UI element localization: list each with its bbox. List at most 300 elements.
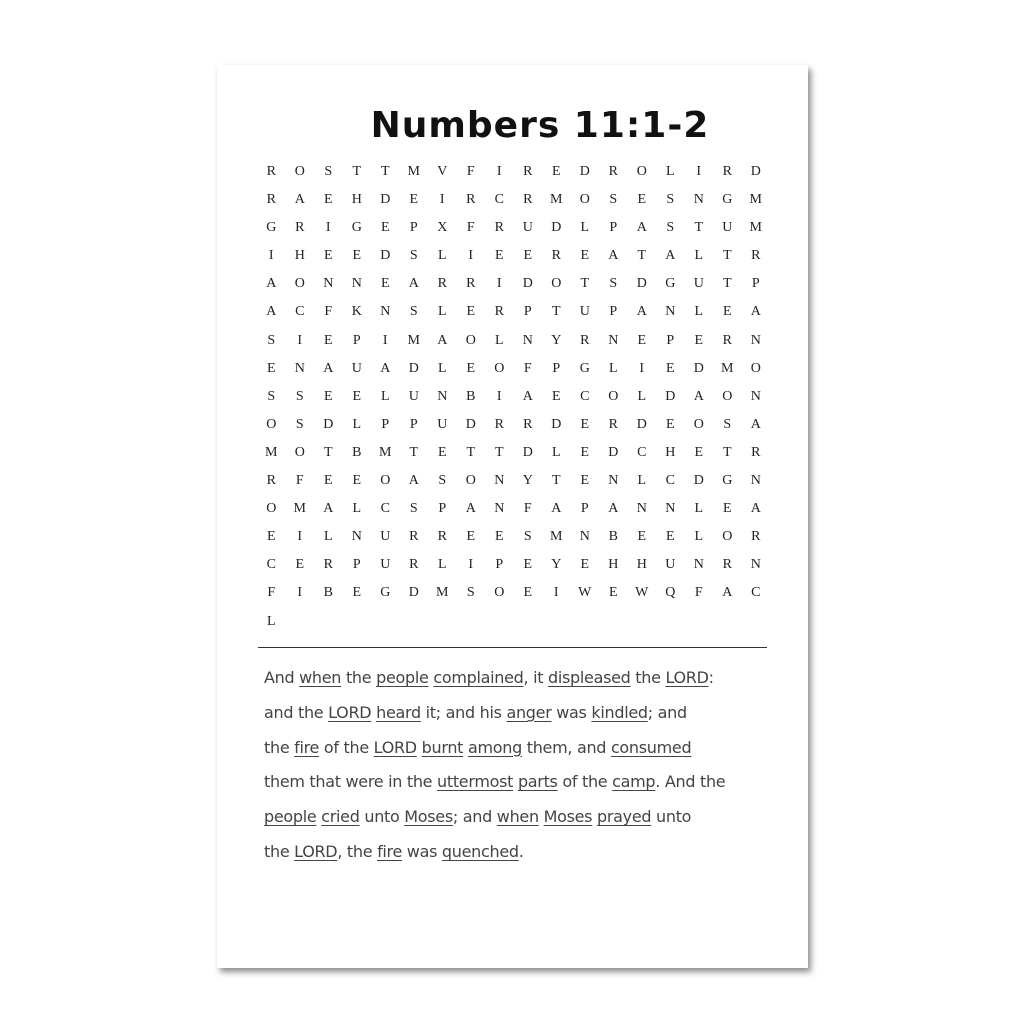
grid-letter[interactable]: A — [722, 585, 733, 601]
grid-letter[interactable]: R — [466, 192, 476, 208]
grid-letter[interactable]: L — [637, 388, 647, 404]
grid-letter[interactable]: I — [696, 164, 702, 179]
grid-letter[interactable]: B — [608, 529, 618, 545]
keyword: quenched — [441, 841, 519, 861]
grid-letter[interactable]: S — [609, 276, 618, 292]
grid-letter[interactable]: U — [522, 220, 533, 236]
grid-letter[interactable]: E — [608, 585, 618, 601]
grid-letter[interactable]: E — [665, 529, 675, 545]
grid-letter[interactable]: A — [522, 388, 533, 404]
grid-letter[interactable]: E — [323, 332, 333, 348]
grid-letter[interactable]: E — [466, 360, 476, 376]
grid-letter[interactable]: P — [409, 220, 418, 236]
grid-letter[interactable]: E — [266, 529, 276, 545]
grid-letter[interactable]: M — [749, 192, 762, 208]
grid-letter[interactable]: M — [436, 585, 449, 601]
grid-letter[interactable]: I — [268, 248, 274, 264]
grid-letter[interactable]: F — [295, 473, 304, 489]
grid-letter[interactable]: S — [609, 192, 618, 208]
grid-letter[interactable]: R — [608, 416, 618, 432]
grid-letter[interactable]: R — [494, 304, 504, 320]
grid-letter[interactable]: E — [637, 529, 647, 545]
scripture-passage — [264, 661, 784, 870]
grid-letter[interactable]: R — [323, 557, 333, 573]
grid-letter[interactable]: F — [466, 220, 475, 236]
grid-letter[interactable]: P — [495, 557, 504, 573]
grid-letter[interactable]: I — [325, 220, 331, 236]
grid-letter[interactable]: O — [494, 360, 505, 376]
grid-letter[interactable]: I — [496, 276, 502, 292]
keyword: parts — [517, 772, 558, 792]
grid-letter[interactable]: C — [637, 444, 647, 460]
grid-letter[interactable]: S — [466, 585, 475, 601]
grid-letter[interactable]: G — [665, 276, 676, 292]
grid-letter[interactable]: A — [750, 501, 761, 517]
grid-letter[interactable]: D — [408, 360, 419, 376]
grid-letter[interactable]: H — [608, 557, 619, 573]
grid-letter[interactable]: M — [550, 529, 563, 545]
grid-letter[interactable]: E — [580, 473, 590, 489]
grid-letter[interactable]: A — [750, 304, 761, 320]
grid-letter[interactable]: N — [494, 473, 505, 489]
grid-letter[interactable]: I — [468, 557, 474, 573]
grid-letter[interactable]: S — [324, 164, 333, 179]
grid-letter[interactable]: N — [351, 529, 362, 545]
grid-letter[interactable]: E — [323, 473, 333, 489]
grid-letter[interactable]: I — [297, 585, 303, 601]
grid-letter[interactable]: Y — [551, 332, 562, 348]
grid-letter[interactable]: W — [635, 585, 649, 601]
grid-letter[interactable]: I — [496, 164, 502, 179]
grid-letter[interactable]: V — [437, 164, 448, 179]
grid-letter[interactable]: N — [579, 529, 590, 545]
grid-letter[interactable]: N — [294, 360, 305, 376]
grid-letter[interactable]: R — [722, 332, 732, 348]
grid-letter[interactable]: O — [636, 164, 647, 179]
grid-letter[interactable]: L — [665, 164, 675, 179]
grid-letter[interactable]: D — [551, 416, 562, 432]
grid-letter[interactable]: T — [323, 444, 333, 460]
grid-letter[interactable]: Y — [551, 557, 562, 573]
keyword: uttermost — [437, 772, 514, 792]
grid-letter[interactable]: Q — [665, 585, 676, 601]
grid-letter[interactable]: I — [496, 388, 502, 404]
grid-letter[interactable]: D — [750, 164, 761, 179]
grid-letter[interactable]: G — [579, 360, 590, 376]
grid-letter[interactable]: F — [267, 585, 276, 601]
grid-letter[interactable]: D — [665, 388, 676, 404]
grid-letter[interactable]: T — [580, 276, 590, 292]
grid-letter[interactable]: S — [409, 501, 418, 517]
grid-letter[interactable]: A — [266, 276, 277, 292]
grid-letter[interactable]: A — [408, 473, 419, 489]
grid-letter[interactable]: D — [636, 276, 647, 292]
keyword: Moses — [404, 807, 453, 827]
grid-letter[interactable]: N — [323, 276, 334, 292]
grid-letter[interactable]: D — [522, 276, 533, 292]
grid-letter[interactable]: U — [408, 388, 419, 404]
grid-letter[interactable]: E — [352, 585, 362, 601]
grid-letter[interactable]: X — [437, 220, 448, 236]
grid-letter[interactable]: E — [722, 304, 732, 320]
grid-letter[interactable]: T — [551, 473, 561, 489]
grid-letter[interactable]: B — [323, 585, 333, 601]
grid-letter[interactable]: T — [409, 444, 419, 460]
grid-letter[interactable]: M — [550, 192, 563, 208]
grid-letter[interactable]: C — [665, 473, 675, 489]
grid-letter[interactable]: E — [523, 248, 533, 264]
grid-letter[interactable]: R — [551, 248, 561, 264]
grid-letter[interactable]: L — [380, 388, 390, 404]
grid-letter[interactable]: N — [665, 304, 676, 320]
grid-letter[interactable]: L — [694, 248, 704, 264]
grid-letter[interactable]: A — [608, 248, 619, 264]
grid-letter[interactable]: S — [409, 248, 418, 264]
grid-letter[interactable]: S — [267, 332, 276, 348]
grid-letter[interactable]: E — [694, 332, 704, 348]
grid-letter[interactable]: M — [721, 360, 734, 376]
grid-letter[interactable]: E — [323, 192, 333, 208]
grid-letter[interactable]: K — [351, 304, 362, 320]
grid-letter[interactable]: E — [580, 416, 590, 432]
grid-letter[interactable]: A — [665, 248, 676, 264]
grid-letter[interactable]: C — [295, 304, 305, 320]
grid-letter[interactable]: R — [409, 529, 419, 545]
grid-letter[interactable]: P — [523, 304, 532, 320]
grid-letter[interactable]: R — [437, 276, 447, 292]
grid-letter[interactable]: E — [637, 192, 647, 208]
grid-letter[interactable]: A — [750, 416, 761, 432]
grid-letter[interactable]: R — [437, 529, 447, 545]
grid-letter[interactable]: E — [694, 444, 704, 460]
grid-letter[interactable]: A — [693, 388, 704, 404]
grid-letter[interactable]: A — [636, 304, 647, 320]
grid-letter[interactable]: P — [381, 416, 390, 432]
grid-letter[interactable]: I — [297, 529, 303, 545]
grid-letter[interactable]: H — [351, 192, 362, 208]
grid-letter[interactable]: E — [409, 192, 419, 208]
grid-letter[interactable]: R — [580, 332, 590, 348]
grid-letter[interactable]: O — [551, 276, 562, 292]
grid-letter[interactable]: T — [466, 444, 476, 460]
grid-letter[interactable]: E — [380, 276, 390, 292]
grid-letter[interactable]: O — [266, 501, 277, 517]
grid-letter[interactable]: E — [295, 557, 305, 573]
grid-letter[interactable]: L — [694, 501, 704, 517]
grid-letter[interactable]: D — [693, 473, 704, 489]
grid-letter[interactable]: S — [523, 529, 532, 545]
grid-letter[interactable]: L — [494, 332, 504, 348]
grid-letter[interactable]: T — [494, 444, 504, 460]
grid-letter[interactable]: R — [751, 444, 761, 460]
grid-letter[interactable]: A — [380, 360, 391, 376]
grid-letter[interactable]: C — [494, 192, 504, 208]
grid-letter[interactable]: O — [750, 360, 761, 376]
grid-letter[interactable]: O — [380, 473, 391, 489]
grid-letter[interactable]: E — [437, 444, 447, 460]
grid-letter[interactable]: F — [466, 164, 475, 179]
grid-letter[interactable]: A — [266, 304, 277, 320]
grid-letter[interactable]: L — [323, 529, 333, 545]
grid-letter[interactable]: M — [749, 220, 762, 236]
grid-letter[interactable]: D — [380, 248, 391, 264]
grid-letter[interactable]: S — [438, 473, 447, 489]
grid-letter[interactable]: T — [380, 164, 390, 179]
grid-letter[interactable]: N — [636, 501, 647, 517]
grid-letter[interactable]: E — [580, 557, 590, 573]
grid-letter[interactable]: T — [352, 164, 362, 179]
grid-letter[interactable]: E — [580, 248, 590, 264]
grid-letter[interactable]: S — [666, 220, 675, 236]
grid-letter[interactable]: I — [553, 585, 559, 601]
grid-letter[interactable]: S — [666, 192, 675, 208]
grid-letter[interactable]: L — [352, 416, 362, 432]
grid-letter[interactable]: L — [437, 557, 447, 573]
grid-letter[interactable]: G — [351, 220, 362, 236]
grid-letter[interactable]: A — [636, 220, 647, 236]
grid-letter[interactable]: C — [580, 388, 590, 404]
grid-letter[interactable]: D — [522, 444, 533, 460]
grid-letter[interactable]: B — [466, 388, 476, 404]
grid-letter[interactable]: D — [380, 192, 391, 208]
grid-letter[interactable]: L — [437, 304, 447, 320]
grid-letter[interactable]: O — [579, 192, 590, 208]
grid-letter[interactable]: E — [266, 360, 276, 376]
grid-letter[interactable]: N — [437, 388, 448, 404]
grid-letter[interactable]: E — [380, 220, 390, 236]
grid-letter[interactable]: A — [323, 501, 334, 517]
grid-letter[interactable]: E — [352, 388, 362, 404]
grid-letter[interactable]: N — [380, 304, 391, 320]
grid-letter[interactable]: I — [639, 360, 645, 376]
grid-letter[interactable]: E — [580, 444, 590, 460]
grid-letter[interactable]: O — [465, 473, 476, 489]
grid-letter[interactable]: L — [551, 444, 561, 460]
grid-letter[interactable]: O — [294, 444, 305, 460]
grid-letter[interactable]: C — [266, 557, 276, 573]
grid-letter[interactable]: D — [408, 585, 419, 601]
grid-letter[interactable]: E — [466, 529, 476, 545]
passage-text: was — [551, 702, 592, 722]
grid-letter[interactable]: O — [294, 164, 305, 179]
grid-letter[interactable]: I — [297, 332, 303, 348]
grid-letter[interactable]: P — [438, 501, 447, 517]
grid-letter[interactable]: E — [637, 332, 647, 348]
grid-letter[interactable]: M — [265, 444, 278, 460]
grid-letter[interactable]: U — [380, 529, 391, 545]
grid-letter[interactable]: A — [294, 192, 305, 208]
grid-letter[interactable]: D — [636, 416, 647, 432]
grid-letter[interactable]: F — [523, 360, 532, 376]
grid-letter[interactable]: T — [694, 220, 704, 236]
grid-letter[interactable]: D — [465, 416, 476, 432]
grid-letter[interactable]: M — [379, 444, 392, 460]
passage-text: of the — [319, 737, 374, 757]
grid-letter[interactable]: L — [437, 360, 447, 376]
grid-letter[interactable]: N — [750, 473, 761, 489]
grid-letter[interactable]: T — [722, 444, 732, 460]
grid-letter[interactable]: W — [578, 585, 592, 601]
grid-letter[interactable]: L — [694, 304, 704, 320]
grid-letter[interactable]: O — [294, 276, 305, 292]
grid-letter[interactable]: R — [266, 473, 276, 489]
grid-letter[interactable]: A — [408, 276, 419, 292]
grid-letter[interactable]: A — [465, 501, 476, 517]
grid-letter[interactable]: C — [751, 585, 761, 601]
grid-letter[interactable]: B — [352, 444, 362, 460]
grid-letter[interactable]: P — [409, 416, 418, 432]
grid-letter[interactable]: E — [494, 248, 504, 264]
grid-letter[interactable]: N — [608, 473, 619, 489]
grid-letter[interactable]: P — [552, 360, 561, 376]
grid-letter[interactable]: S — [267, 388, 276, 404]
grid-letter[interactable]: N — [693, 192, 704, 208]
grid-letter[interactable]: O — [266, 416, 277, 432]
grid-letter[interactable]: I — [439, 192, 445, 208]
grid-letter[interactable]: M — [407, 164, 420, 179]
grid-letter[interactable]: H — [636, 557, 647, 573]
grid-letter[interactable]: N — [693, 557, 704, 573]
grid-letter[interactable]: S — [295, 416, 304, 432]
grid-letter[interactable]: G — [380, 585, 391, 601]
grid-letter[interactable]: R — [722, 164, 732, 179]
grid-letter[interactable]: A — [323, 360, 334, 376]
grid-letter[interactable]: O — [494, 585, 505, 601]
grid-letter[interactable]: D — [323, 416, 334, 432]
grid-letter[interactable]: S — [295, 388, 304, 404]
grid-letter[interactable]: R — [523, 192, 533, 208]
grid-letter[interactable]: U — [351, 360, 362, 376]
grid-letter[interactable]: R — [523, 164, 533, 179]
grid-letter[interactable]: L — [352, 501, 362, 517]
grid-letter[interactable]: E — [523, 557, 533, 573]
grid-letter[interactable]: L — [694, 529, 704, 545]
grid-letter[interactable]: P — [751, 276, 760, 292]
grid-letter[interactable]: R — [494, 416, 504, 432]
grid-letter[interactable]: E — [352, 473, 362, 489]
grid-letter[interactable]: T — [637, 248, 647, 264]
grid-letter[interactable]: H — [665, 444, 676, 460]
grid-letter[interactable]: N — [750, 332, 761, 348]
grid-letter[interactable]: N — [608, 332, 619, 348]
grid-letter[interactable]: R — [608, 164, 618, 179]
grid-letter[interactable]: R — [266, 192, 276, 208]
grid-letter[interactable]: P — [352, 557, 361, 573]
grid-letter[interactable]: R — [494, 220, 504, 236]
passage-text: . And the — [655, 772, 726, 792]
grid-letter[interactable]: T — [722, 248, 732, 264]
grid-letter[interactable]: R — [409, 557, 419, 573]
grid-letter[interactable]: R — [523, 416, 533, 432]
grid-letter[interactable]: N — [522, 332, 533, 348]
grid-letter[interactable]: L — [266, 613, 276, 629]
grid-letter[interactable]: E — [551, 164, 561, 179]
grid-letter[interactable]: G — [266, 220, 277, 236]
grid-letter[interactable]: U — [693, 276, 704, 292]
grid-letter[interactable]: E — [551, 388, 561, 404]
grid-letter[interactable]: P — [580, 501, 589, 517]
grid-letter[interactable]: M — [293, 501, 306, 517]
grid-letter[interactable]: R — [466, 276, 476, 292]
grid-letter[interactable]: E — [523, 585, 533, 601]
grid-letter[interactable]: R — [722, 557, 732, 573]
grid-letter[interactable]: E — [665, 416, 675, 432]
grid-letter[interactable]: T — [722, 276, 732, 292]
grid-letter[interactable]: S — [723, 416, 732, 432]
grid-letter[interactable]: U — [665, 557, 676, 573]
passage-text: them that were in the — [264, 772, 438, 792]
grid-letter[interactable]: P — [609, 304, 618, 320]
grid-letter[interactable]: N — [750, 557, 761, 573]
grid-letter[interactable]: R — [295, 220, 305, 236]
grid-letter[interactable]: O — [608, 388, 619, 404]
grid-letter[interactable]: M — [407, 332, 420, 348]
grid-letter[interactable]: P — [352, 332, 361, 348]
grid-letter[interactable]: E — [323, 248, 333, 264]
grid-letter[interactable]: C — [380, 501, 390, 517]
keyword: anger — [506, 702, 552, 722]
grid-letter[interactable]: O — [722, 388, 733, 404]
grid-letter[interactable]: E — [494, 529, 504, 545]
grid-letter[interactable]: A — [551, 501, 562, 517]
grid-letter[interactable]: N — [750, 388, 761, 404]
grid-letter[interactable]: S — [409, 304, 418, 320]
grid-letter[interactable]: P — [609, 220, 618, 236]
keyword: LORD — [373, 737, 417, 757]
grid-letter[interactable]: N — [351, 276, 362, 292]
grid-letter[interactable]: G — [722, 473, 733, 489]
grid-letter[interactable]: L — [608, 360, 618, 376]
grid-letter[interactable]: L — [437, 248, 447, 264]
grid-letter[interactable]: E — [323, 388, 333, 404]
grid-letter[interactable]: A — [437, 332, 448, 348]
grid-letter[interactable]: D — [551, 220, 562, 236]
grid-letter[interactable]: F — [523, 501, 532, 517]
grid-letter[interactable]: A — [608, 501, 619, 517]
grid-letter[interactable]: U — [380, 557, 391, 573]
grid-letter[interactable]: E — [466, 304, 476, 320]
grid-letter[interactable]: L — [637, 473, 647, 489]
grid-letter[interactable]: U — [722, 220, 733, 236]
grid-letter[interactable]: R — [751, 248, 761, 264]
grid-letter[interactable]: N — [494, 501, 505, 517]
grid-letter[interactable]: T — [551, 304, 561, 320]
grid-letter[interactable]: F — [324, 304, 333, 320]
grid-letter[interactable]: N — [665, 501, 676, 517]
grid-letter[interactable]: U — [579, 304, 590, 320]
grid-letter[interactable]: D — [693, 360, 704, 376]
grid-letter[interactable]: E — [665, 360, 675, 376]
grid-letter[interactable]: D — [579, 164, 590, 179]
grid-letter[interactable]: P — [666, 332, 675, 348]
grid-letter[interactable]: L — [580, 220, 590, 236]
grid-letter[interactable]: U — [437, 416, 448, 432]
grid-letter[interactable]: R — [751, 529, 761, 545]
grid-letter[interactable]: O — [722, 529, 733, 545]
grid-letter[interactable]: D — [608, 444, 619, 460]
grid-letter[interactable]: I — [468, 248, 474, 264]
grid-letter[interactable]: O — [465, 332, 476, 348]
grid-letter[interactable]: H — [294, 248, 305, 264]
grid-letter[interactable]: G — [722, 192, 733, 208]
grid-letter[interactable]: E — [722, 501, 732, 517]
grid-letter[interactable]: E — [352, 248, 362, 264]
grid-letter[interactable]: R — [266, 164, 276, 179]
grid-letter[interactable]: F — [694, 585, 703, 601]
grid-letter[interactable]: I — [382, 332, 388, 348]
grid-letter[interactable]: Y — [522, 473, 533, 489]
grid-letter[interactable]: O — [693, 416, 704, 432]
